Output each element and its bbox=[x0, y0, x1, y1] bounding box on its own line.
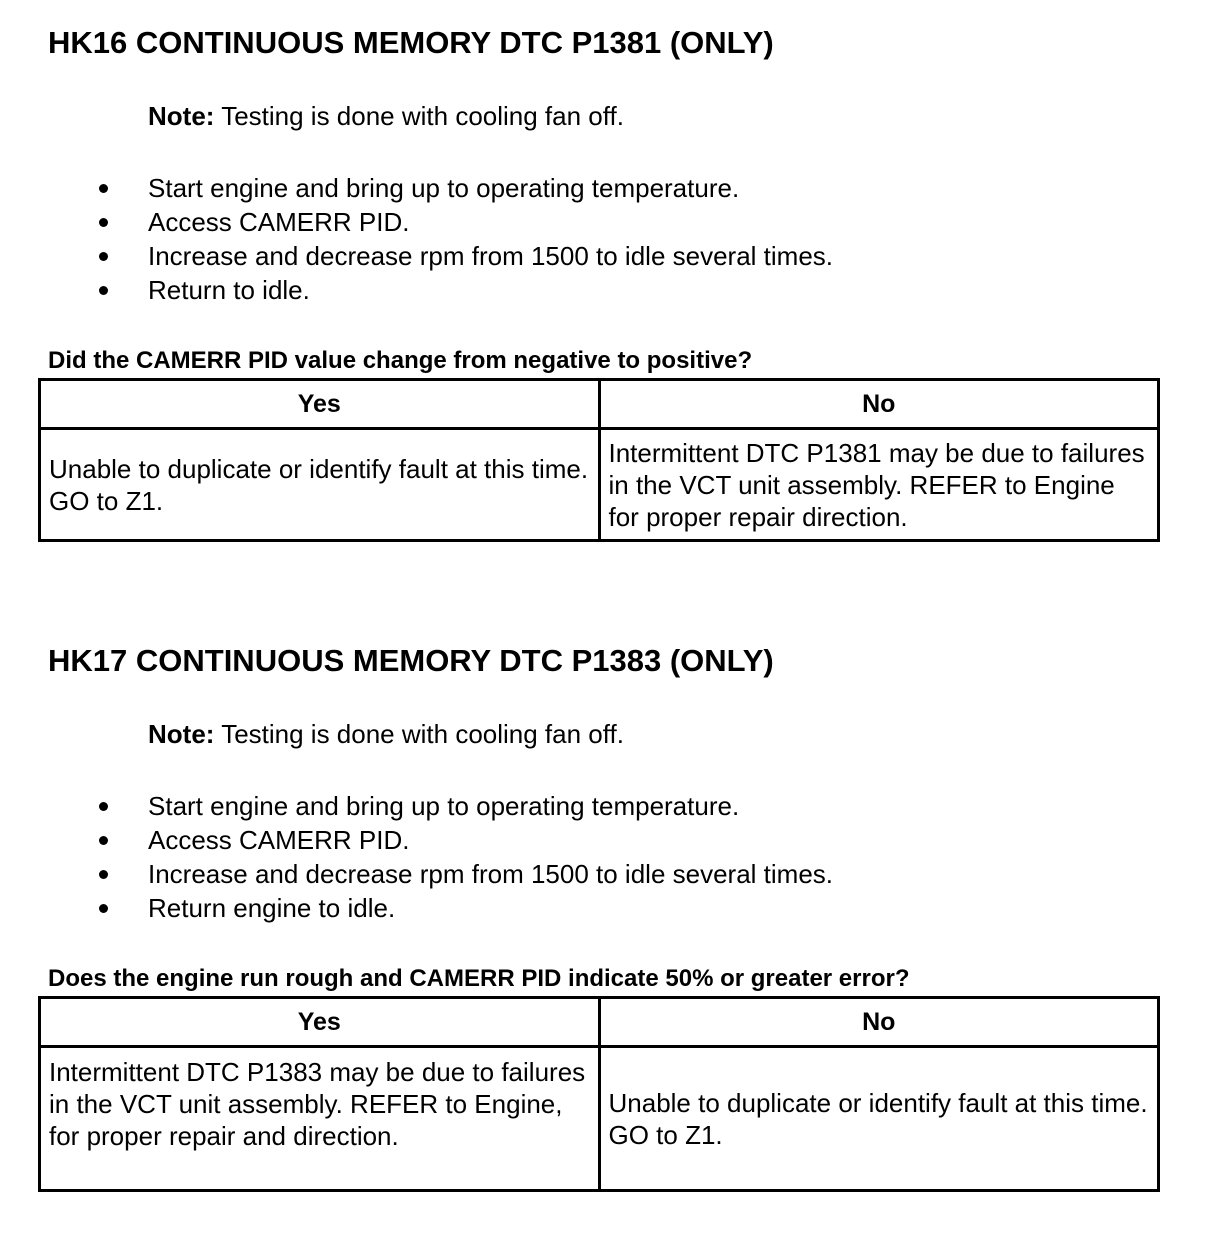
step-text: Return to idle. bbox=[148, 275, 310, 305]
bullet-icon bbox=[99, 218, 108, 227]
decision-table bbox=[38, 378, 1160, 542]
yes-cell: Intermittent DTC P1383 may be due to failures in the VCT unit assembly. REFER to Engine, for proper repair and direction. bbox=[40, 1047, 600, 1191]
question: Did the CAMERR PID value change from negative to positive? bbox=[48, 347, 753, 374]
step-text: Return engine to idle. bbox=[148, 893, 396, 923]
note bbox=[148, 719, 624, 749]
section-title: HK16 CONTINUOUS MEMORY DTC P1381 (ONLY) bbox=[48, 25, 774, 60]
note-text: Testing is done with cooling fan off. bbox=[214, 719, 624, 749]
step-text: Increase and decrease rpm from 1500 to idle several times. bbox=[148, 241, 834, 271]
bullet-icon bbox=[99, 904, 108, 913]
table-row bbox=[40, 1047, 1159, 1191]
bullet-icon bbox=[99, 836, 108, 845]
step-text: Start engine and bring up to operating temperature. bbox=[148, 173, 740, 203]
bullet-icon bbox=[99, 802, 108, 811]
decision-table bbox=[38, 996, 1160, 1192]
note-text: Testing is done with cooling fan off. bbox=[214, 101, 624, 131]
table-header-row bbox=[40, 380, 1159, 429]
no-header: No bbox=[599, 998, 1159, 1047]
yes-cell: Unable to duplicate or identify fault at this time. GO to Z1. bbox=[40, 429, 600, 541]
section-title: HK17 CONTINUOUS MEMORY DTC P1383 (ONLY) bbox=[48, 643, 774, 678]
no-header: No bbox=[599, 380, 1159, 429]
table-row bbox=[40, 429, 1159, 541]
no-cell: Unable to duplicate or identify fault at this time. GO to Z1. bbox=[599, 1047, 1159, 1191]
no-cell: Intermittent DTC P1381 may be due to failures in the VCT unit assembly. REFER to Engine for proper repair direction. bbox=[599, 429, 1159, 541]
note-label: Note: bbox=[148, 719, 215, 749]
note bbox=[148, 101, 624, 131]
bullet-icon bbox=[99, 184, 108, 193]
step-text: Start engine and bring up to operating temperature. bbox=[148, 791, 740, 821]
question: Does the engine run rough and CAMERR PID indicate 50% or greater error? bbox=[48, 965, 910, 992]
note-label: Note: bbox=[148, 101, 215, 131]
step-text: Access CAMERR PID. bbox=[148, 825, 410, 855]
bullet-icon bbox=[99, 870, 108, 879]
bullet-icon bbox=[99, 252, 108, 261]
step-text: Increase and decrease rpm from 1500 to idle several times. bbox=[148, 859, 834, 889]
yes-header: Yes bbox=[40, 380, 600, 429]
step-text: Access CAMERR PID. bbox=[148, 207, 410, 237]
table-header-row bbox=[40, 998, 1159, 1047]
bullet-icon bbox=[99, 286, 108, 295]
yes-header: Yes bbox=[40, 998, 600, 1047]
